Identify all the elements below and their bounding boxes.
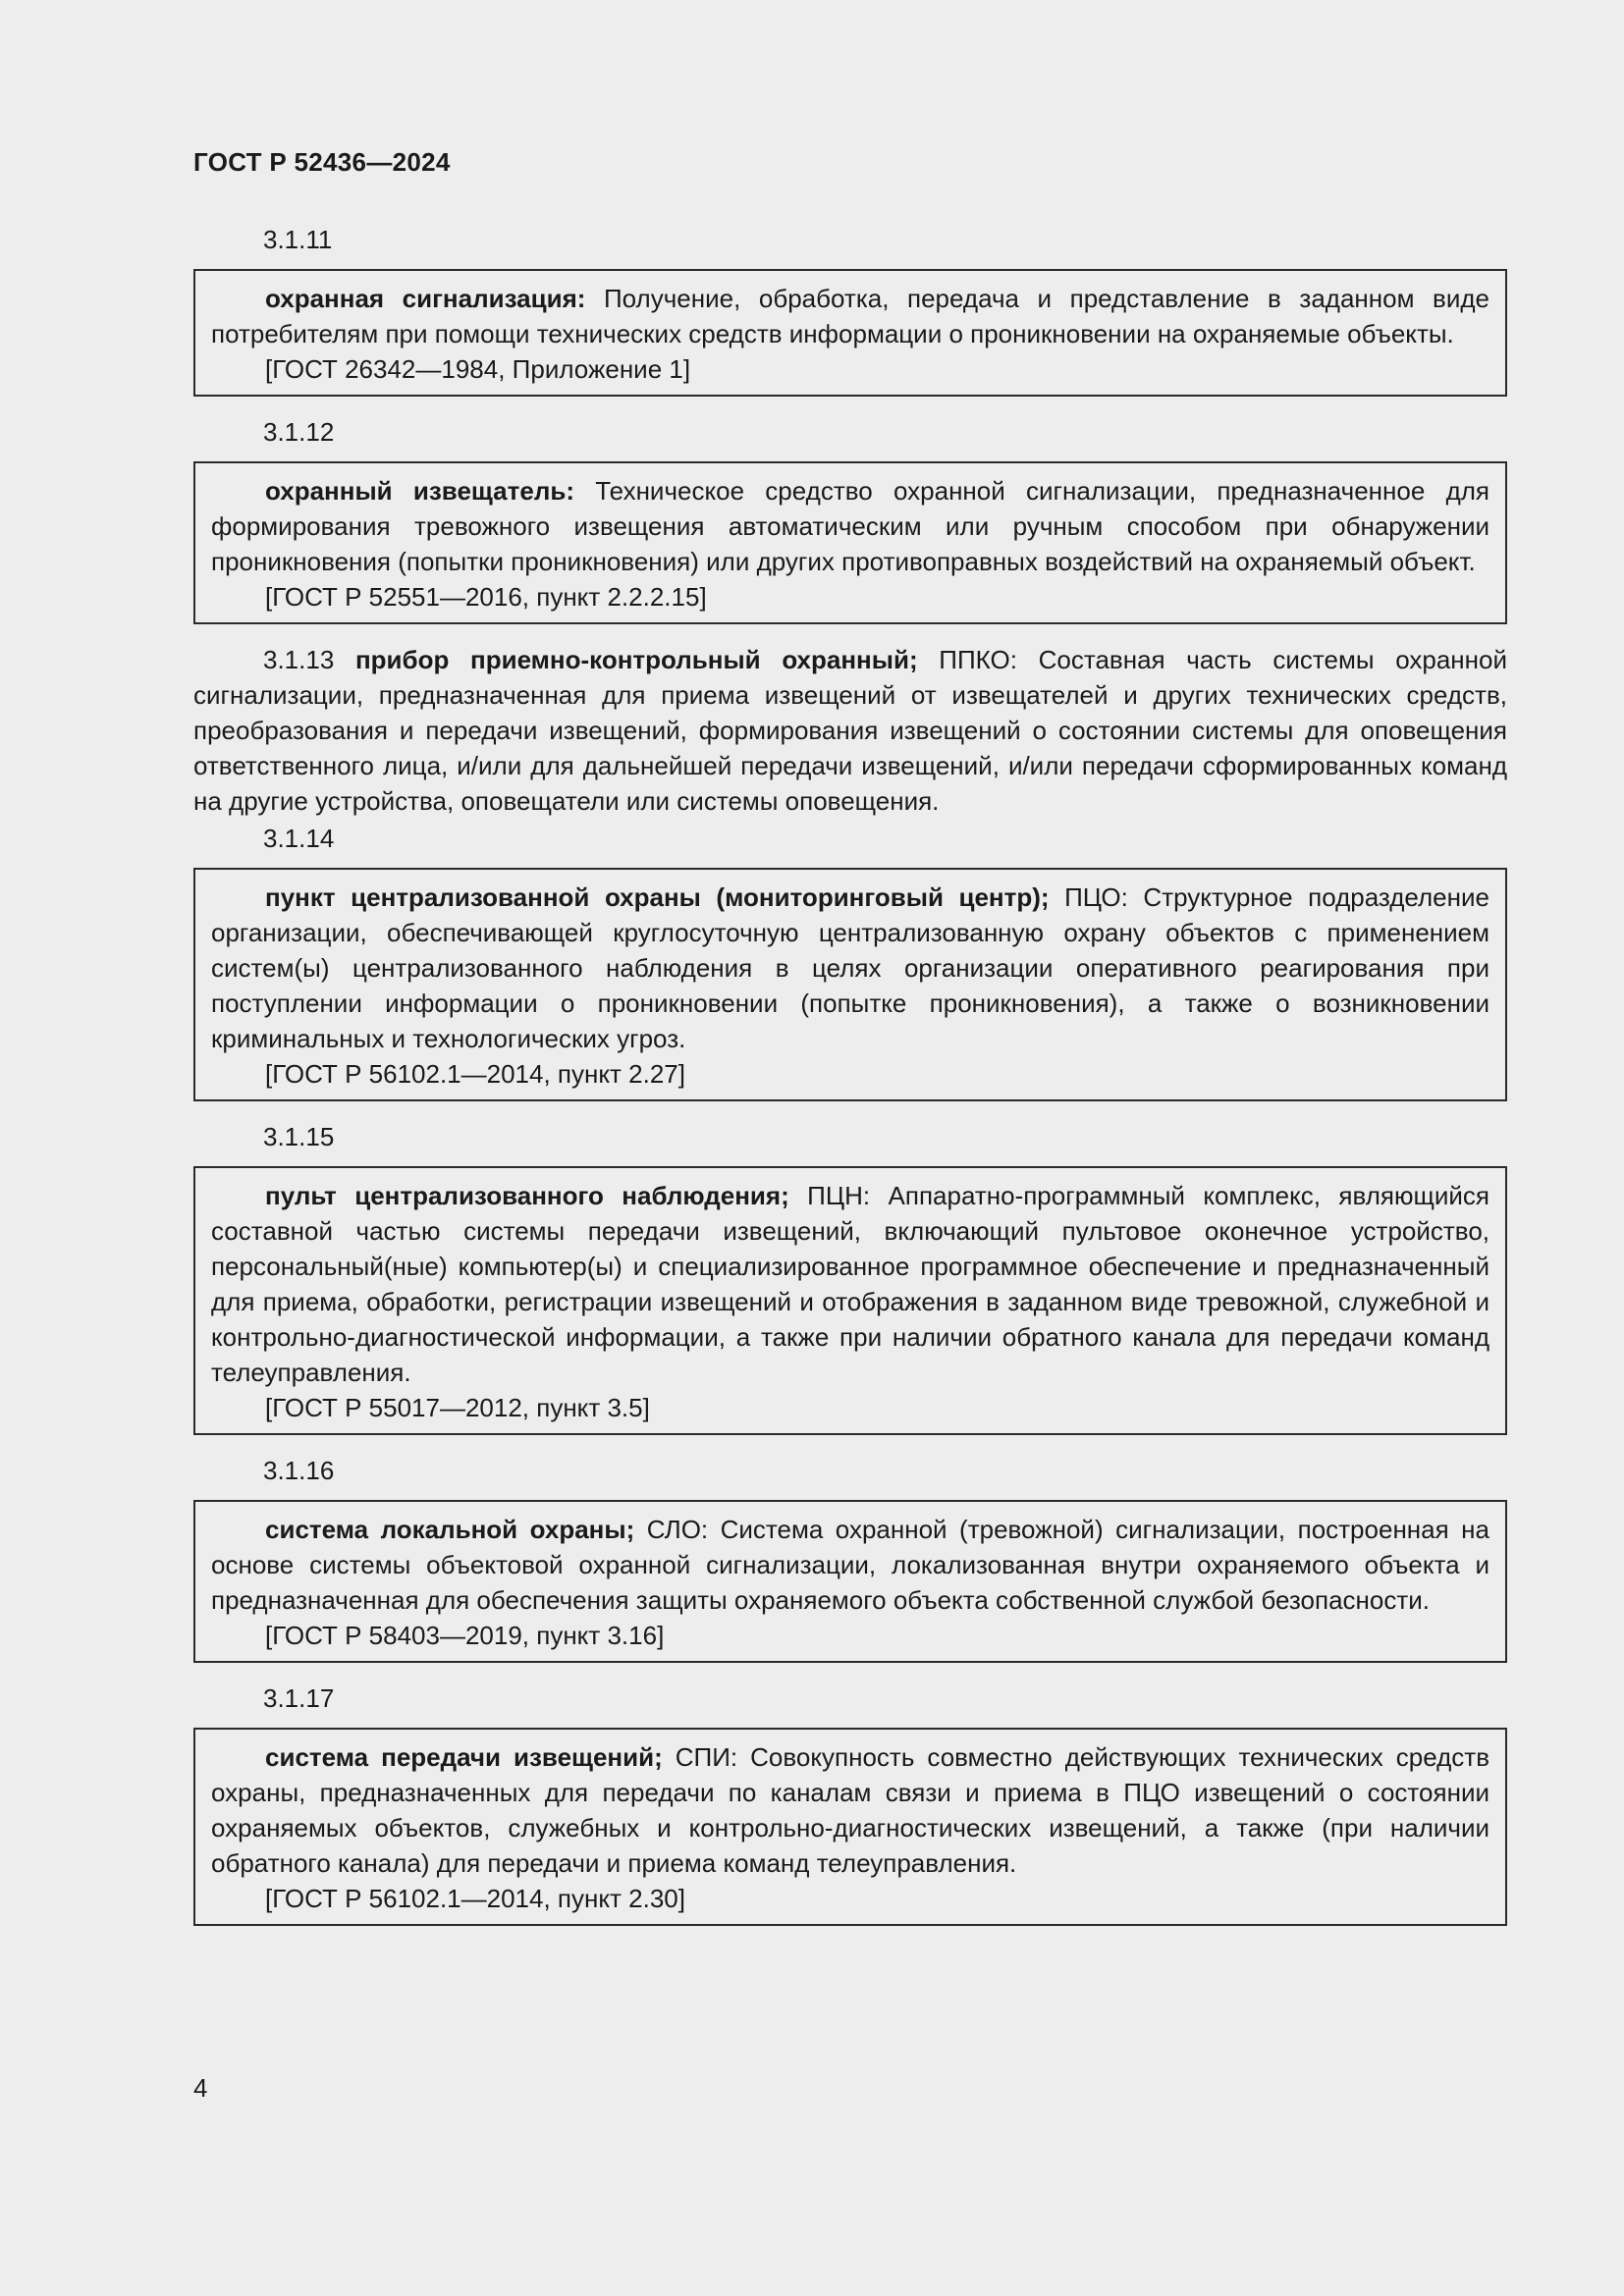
term: охранная сигнализация:	[265, 284, 586, 313]
source-reference: [ГОСТ Р 55017—2012, пункт 3.5]	[265, 1393, 650, 1422]
definition-text: СПИ: Совокупность совместно действующих технических средств охраны, предназначенных для передачи по каналам связи и приема в ПЦО извещений о состоянии охраняемых объектов, служебных и контрольно-диагностических извещений, а также (при наличии обратного канала) для передачи и приема команд телеуправления.	[211, 1742, 1490, 1878]
term-definition-box	[193, 269, 1507, 397]
source-reference: [ГОСТ Р 56102.1—2014, пункт 2.27]	[265, 1059, 685, 1089]
definition-text: Техническое средство охранной сигнализации, предназначенное для формирования тревожного извещения автоматическим или ручным способом при обнаружении проникновения (попытки проникновения) или других противоправных воздействий на охраняемый объект.	[211, 476, 1489, 576]
source-reference: [ГОСТ Р 56102.1—2014, пункт 2.30]	[265, 1884, 685, 1913]
term: прибор приемно-контрольный охранный;	[354, 645, 918, 674]
term: пункт централизованной охраны (мониторинговый центр);	[265, 882, 1050, 912]
term-definition-box	[193, 1728, 1507, 1926]
term: система передачи извещений;	[265, 1742, 663, 1772]
definition-paragraph	[211, 473, 1489, 579]
definition-text: ПЦО: Структурное подразделение организации, обеспечивающей круглосуточную централизованную охрану объектов с применением систем(ы) централизованного наблюдения в целях организации оперативного реагирования при поступлении информации о проникновении (попытке проникновения), а также о возникновении криминальных и технологических угроз.	[211, 882, 1489, 1053]
definition-text: ППКО: Составная часть системы охранной сигнализации, предназначенная для приема извещений от извещателей и других технических средств, преобразования и передачи извещений, формирования извещений о состоянии системы для оповещения ответственного лица, и/или для дальнейшей передачи извещений, и/или передачи сформированных команд на другие устройства, оповещатели или системы оповещения.	[193, 645, 1507, 816]
definition-paragraph	[211, 281, 1489, 351]
term-definition-box	[193, 1500, 1507, 1663]
entry-number: 3.1.14	[263, 824, 335, 853]
page-number: 4	[193, 2073, 208, 2103]
term: охранный извещатель:	[265, 476, 574, 506]
source-reference: [ГОСТ Р 52551—2016, пункт 2.2.2.15]	[265, 582, 707, 612]
definition-paragraph	[211, 1739, 1489, 1881]
entry-number: 3.1.15	[263, 1122, 335, 1151]
definition-text: СЛО: Система охранной (тревожной) сигнализации, построенная на основе системы объектовой охранной сигнализации, локализованная внутри охраняемого объекта и предназначенная для обеспечения защиты охраняемого объекта собственной службой безопасности.	[211, 1515, 1489, 1615]
source-reference: [ГОСТ 26342—1984, Приложение 1]	[265, 354, 691, 384]
entry-number: 3.1.13	[263, 645, 335, 674]
document-header: ГОСТ Р 52436—2024	[193, 147, 451, 177]
entry-number: 3.1.12	[263, 417, 335, 447]
definition-paragraph	[211, 1178, 1489, 1390]
definition-text: ПЦН: Аппаратно-программный комплекс, являющийся составной частью системы передачи извещений, включающий пультовое оконечное устройство, персональный(ные) компьютер(ы) и специализированное программное обеспечение и предназначенный для приема, обработки, регистрации извещений и отображения в заданном виде тревожной, служебной и контрольно-диагностической информации, а также при наличии обратного канала для передачи команд телеуправления.	[211, 1181, 1489, 1387]
terms-section	[193, 222, 1507, 1944]
definition-paragraph	[193, 642, 1507, 819]
definition-paragraph	[211, 880, 1489, 1056]
source-reference: [ГОСТ Р 58403—2019, пункт 3.16]	[265, 1621, 665, 1650]
term-definition-plain	[193, 642, 1507, 819]
term: система локальной охраны;	[265, 1515, 635, 1544]
term-definition-box	[193, 868, 1507, 1101]
term-definition-box	[193, 1166, 1507, 1435]
entry-number: 3.1.17	[263, 1683, 335, 1713]
term-definition-box	[193, 461, 1507, 624]
definition-text: Получение, обработка, передача и представление в заданном виде потребителям при помощи технических средств информации о проникновении на охраняемые объекты.	[211, 284, 1489, 348]
term: пульт централизованного наблюдения;	[265, 1181, 789, 1210]
definition-paragraph	[211, 1512, 1489, 1618]
entry-number: 3.1.16	[263, 1456, 335, 1485]
entry-number: 3.1.11	[263, 225, 333, 254]
